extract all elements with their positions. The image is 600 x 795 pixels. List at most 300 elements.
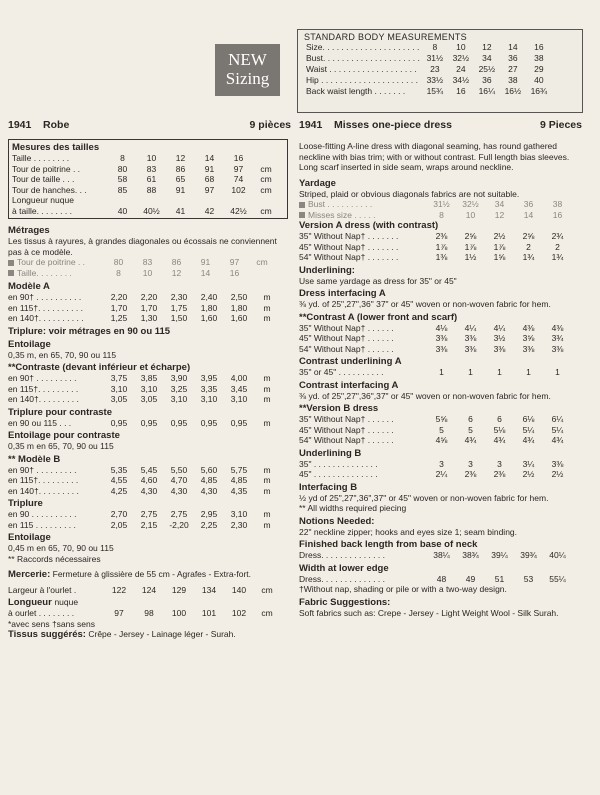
standard-row-value: 15¾: [426, 86, 444, 96]
row-value: 2,75: [140, 509, 158, 519]
badge-line-1: NEW: [228, 50, 267, 69]
row-label-cell: [8, 313, 104, 324]
row-unit: cm: [261, 584, 273, 595]
row-value: 2,70: [110, 509, 128, 519]
tissus-label: Tissus suggérés:: [8, 629, 86, 640]
row-value: 2,25: [200, 519, 218, 530]
tour-row: [8, 257, 291, 268]
row-value: 1⅜: [435, 252, 448, 262]
underlining-text: Use same yardage as dress for 35" or 45": [299, 275, 457, 286]
row-label: Taille . . . . . . . .: [12, 153, 70, 163]
entoilage-text: 0,35 m, en 65, 70, 90 ou 115: [8, 349, 117, 360]
row-value: 5,50: [170, 464, 188, 475]
value-row: [8, 394, 291, 405]
row-label: à taille. . . . . . . .: [12, 205, 72, 216]
row-value: 1: [555, 367, 560, 377]
row-value: 85: [117, 184, 128, 195]
row-value: 2: [555, 241, 560, 252]
row-label-cell: [8, 585, 104, 596]
row-value: 3⅜: [522, 343, 535, 354]
row-label-cell: [8, 520, 104, 531]
width-title: Width at lower edge: [299, 562, 389, 574]
row-value: 129: [171, 584, 187, 595]
left-header: [8, 119, 291, 131]
triplure-contraste-row: [8, 418, 291, 429]
fabric-text: Soft fabrics such as: Crepe - Jersey - Light Weight Wool - Silk Surah.: [299, 607, 559, 618]
row-unit: cm: [260, 174, 272, 184]
left-header-title: Robe: [43, 119, 70, 131]
row-value: 6: [468, 414, 473, 424]
row-label-cell: [8, 608, 104, 619]
row-value: 1⅞: [435, 241, 448, 252]
row-label-cell: [299, 210, 427, 221]
standard-row-value: 16: [534, 42, 544, 52]
raccords-note: ** Raccords nécessaires: [8, 553, 101, 564]
row-value: 3,10: [230, 509, 248, 519]
row-label: Dress. . . . . . . . . . . . . .: [299, 550, 385, 560]
contrast-interfacing-text: ⅜ yd. of 25",27",36",37" or 45" woven or non-woven fabric for hem.: [299, 390, 551, 401]
dress-interfacing-title: Dress interfacing A: [299, 288, 386, 299]
row-value: 2,05: [110, 519, 128, 530]
row-value: 39¾: [520, 550, 537, 560]
row-value: 2: [526, 241, 531, 252]
row-value: 12: [171, 267, 182, 278]
row-value: 0,95: [200, 417, 218, 428]
row-value: 2,75: [170, 509, 188, 519]
row-value: 3⅜: [464, 333, 477, 343]
row-value: -2,20: [169, 519, 189, 530]
row-label: 35" Without Nap† . . . . . . .: [299, 231, 399, 241]
value-row: [8, 585, 291, 596]
row-label-cell: [8, 475, 104, 486]
row-value: 2,30: [230, 519, 248, 530]
interfacing-b-title: Interfacing B: [299, 481, 358, 493]
row-value: 4,30: [170, 485, 188, 496]
mesures-rows: [12, 153, 284, 195]
longueur-row: [8, 608, 291, 619]
standard-row-value: 14: [508, 42, 518, 52]
longueur-title-text: Longueur: [8, 597, 52, 608]
bullet-square-icon: [8, 270, 14, 276]
row-label-cell: [8, 303, 104, 314]
row-value: 3⅜: [551, 458, 564, 469]
row-value: 0,95: [110, 417, 128, 428]
row-label: Tour de poitrine . .: [17, 257, 86, 267]
row-value: 97: [229, 257, 240, 267]
standard-row-value: 38: [508, 75, 518, 85]
row-value: 2⅝: [522, 231, 535, 241]
bullet-square-icon: [299, 212, 305, 218]
row-label: Tour de taille . . .: [12, 174, 75, 184]
row-value: 38¼: [433, 550, 450, 560]
tissus: [8, 629, 291, 641]
row-value: 39¼: [491, 550, 508, 560]
row-label-cell: [8, 486, 104, 497]
row-value: 1⅞: [493, 241, 506, 252]
entoilage-contraste-text: 0,35 m en 65, 70, 90 ou 115: [8, 441, 114, 451]
longueur-title: [8, 597, 291, 608]
value-row: [12, 164, 284, 175]
right-header-pieces: 9 Pieces: [539, 119, 582, 131]
row-value: 1,30: [140, 313, 158, 323]
row-value: 4,30: [140, 485, 158, 496]
row-value: 38: [552, 199, 563, 209]
entoilage-title: Entoilage: [8, 338, 51, 350]
mercerie-text: Fermeture à glissière de 55 cm - Agrafes - Extra-fort.: [52, 569, 252, 579]
row-value: 3⅜: [435, 333, 448, 343]
row-value: 2⅝: [464, 231, 477, 241]
value-row: [299, 469, 582, 480]
row-value: 4¼: [493, 322, 506, 333]
row-label-cell: [8, 257, 104, 268]
nuque-row: [12, 206, 284, 217]
modele-b-rows: [8, 465, 291, 497]
standard-row-value: 31½: [426, 53, 444, 63]
row-value: 36: [523, 199, 534, 209]
standard-row-label: Size. . . . . . . . . . . . . . . . . . . . .: [306, 42, 420, 52]
standard-row: [304, 42, 552, 53]
value-row: [8, 486, 291, 497]
standard-row-value: 38: [534, 53, 544, 63]
row-label: en 90 . . . . . . . . . .: [8, 509, 77, 519]
row-value: 3,10: [140, 383, 158, 394]
right-header-title: Misses one-piece dress: [334, 119, 452, 131]
standard-row-label: Back waist length . . . . . . .: [306, 86, 406, 96]
row-value: 2⅜: [435, 231, 448, 241]
row-label: Tour de hanches. . .: [12, 184, 87, 195]
row-value: 3,10: [200, 394, 218, 404]
row-value: 6¼: [551, 414, 564, 424]
row-unit: m: [263, 509, 271, 519]
value-row: [12, 185, 284, 196]
underlining-b-title: Underlining B: [299, 447, 362, 459]
row-value: 3: [468, 458, 473, 469]
row-unit: [253, 153, 279, 164]
row-label-cell: [8, 373, 104, 384]
contrast-underlining-title: Contrast underlining A: [299, 356, 402, 367]
row-value: 86: [171, 257, 182, 267]
row-label-cell: [299, 414, 427, 425]
row-label-cell: [8, 384, 104, 395]
row-label: 45" Without Nap† . . . . . . .: [299, 241, 399, 252]
row-value: 8: [116, 267, 121, 278]
row-value: 97: [233, 163, 244, 174]
row-value: 1,75: [170, 302, 188, 313]
row-value: 4,00: [230, 373, 248, 383]
row-value: 51: [494, 573, 505, 584]
value-row: [299, 323, 582, 334]
row-value: 83: [142, 257, 153, 267]
standard-row-value: 25½: [478, 64, 496, 74]
row-value: 10: [142, 267, 153, 278]
taille-row: [8, 268, 291, 279]
avec-sens-note: *avec sens †sans sens: [8, 618, 95, 629]
row-value: 140: [231, 584, 247, 595]
version-a-title: Version A dress (with contrast): [299, 220, 439, 231]
row-value: 5⅛: [493, 424, 506, 435]
row-label-cell: [299, 199, 427, 210]
row-unit: m: [263, 475, 271, 485]
mercerie: [8, 569, 291, 581]
row-value: 55¼: [549, 573, 566, 584]
row-label-cell: [8, 418, 104, 429]
row-unit: cm: [260, 163, 272, 174]
standard-row-value: 8: [432, 42, 438, 52]
value-row: [8, 303, 291, 314]
row-value: 2,20: [140, 292, 158, 302]
value-row: [8, 465, 291, 476]
row-value: 3,90: [170, 373, 188, 383]
row-value: 4⅜: [522, 322, 535, 333]
row-unit: m: [263, 394, 271, 404]
row-value: 65: [175, 174, 186, 184]
standard-row-value: 24: [456, 64, 466, 74]
longueur-sub: nuque: [54, 597, 79, 607]
row-value: 3⅜: [464, 343, 477, 354]
row-value: 3,05: [140, 394, 158, 404]
metrages-title: Métrages: [8, 225, 50, 236]
row-value: 102: [231, 184, 246, 195]
value-row: [299, 344, 582, 355]
row-value: 80: [117, 163, 128, 174]
row-value: 101: [201, 608, 217, 618]
standard-measurements-table: [304, 42, 552, 97]
row-unit: cm: [256, 257, 268, 267]
standard-row-value: 27: [508, 64, 518, 74]
modele-b-title: ** Modèle B: [8, 453, 61, 465]
row-value: 2¼: [435, 469, 448, 479]
underlining-title: Underlining:: [299, 264, 355, 276]
row-value: 3,95: [200, 373, 218, 383]
row-label-cell: [299, 459, 427, 470]
row-value: 16: [233, 153, 244, 163]
entoilage-contraste-title: Entoilage pour contraste: [8, 430, 120, 441]
contraste-rows: [8, 373, 291, 405]
row-value: 3,10: [110, 383, 128, 394]
standard-row-value: 12: [482, 42, 492, 52]
row-label: 35" Without Nap† . . . . . .: [299, 414, 394, 424]
value-row: [8, 257, 291, 268]
row-label-cell: [299, 550, 427, 561]
row-label: 45" Without Nap† . . . . . .: [299, 424, 394, 435]
row-value: 16: [552, 209, 563, 220]
row-value: 3⅜: [493, 343, 506, 354]
row-value: 1,50: [170, 313, 188, 323]
row-value: 2,30: [170, 292, 188, 302]
row-label-cell: [299, 435, 427, 446]
row-label: 45" Without Nap† . . . . . .: [299, 333, 394, 343]
row-value: 40½: [143, 205, 160, 216]
row-value: 49: [465, 573, 476, 584]
value-row: [299, 199, 582, 210]
standard-row-value: 36: [508, 53, 518, 63]
row-value: 34: [494, 199, 505, 209]
row-unit: m: [263, 464, 271, 475]
row-label: en 115†. . . . . . . . . .: [8, 302, 83, 313]
row-value: 4¼: [464, 322, 477, 333]
row-value: 12: [494, 209, 505, 220]
row-value: 88: [146, 184, 157, 195]
standard-row-value: 16: [456, 86, 466, 96]
row-value: 32½: [462, 199, 479, 209]
standard-row: [304, 53, 552, 64]
row-label: Bust . . . . . . . . . .: [308, 199, 373, 209]
row-value: 91: [200, 257, 211, 267]
standard-row-value: 33½: [426, 75, 444, 85]
bullet-square-icon: [8, 260, 14, 266]
row-value: 2,40: [200, 292, 218, 302]
row-label: Dress. . . . . . . . . . . . . .: [299, 573, 385, 584]
contraste-title: **Contraste (devant inférieur et écharpe): [8, 362, 191, 373]
row-unit: m: [263, 417, 271, 428]
row-value: 1,60: [230, 313, 248, 323]
notions-text: 22" neckline zipper; hooks and eyes size 1; seam binding.: [299, 526, 518, 537]
row-value: 53: [523, 573, 534, 584]
bust-row: [299, 199, 582, 210]
left-column: [8, 119, 291, 641]
row-value: 2,95: [200, 509, 218, 519]
row-value: 5¼: [551, 424, 564, 435]
value-row: [8, 384, 291, 395]
row-value: 3⅝: [522, 333, 535, 343]
mesures-box: [8, 139, 288, 219]
row-value: 1,70: [110, 302, 128, 313]
row-value: 1: [439, 367, 444, 377]
modele-a-rows: [8, 292, 291, 324]
row-value: 0,95: [170, 417, 188, 428]
contrast-a-title: **Contrast A (lower front and scarf): [299, 311, 458, 323]
row-value: 4¾: [551, 435, 564, 445]
value-row: [8, 418, 291, 429]
row-value: 14: [200, 267, 211, 278]
standard-row-value: 16½: [504, 86, 522, 96]
version-b-rows: [299, 414, 582, 446]
new-sizing-badge: [215, 44, 280, 96]
row-value: 2,20: [110, 292, 128, 302]
row-value: 41: [175, 205, 186, 216]
value-row: [299, 231, 582, 242]
row-value: 4,70: [170, 475, 188, 485]
standard-row: [304, 86, 552, 97]
row-value: 4⅜: [551, 322, 564, 333]
row-value: 3⅜: [435, 343, 448, 354]
row-value: 12: [175, 153, 186, 163]
row-value: 2½: [551, 469, 564, 479]
row-value: 8: [120, 153, 125, 163]
row-label-cell: [8, 509, 104, 520]
row-value: 3,05: [110, 394, 128, 404]
value-row: [8, 608, 291, 619]
value-row: [299, 425, 582, 436]
row-value: 4,35: [230, 485, 248, 496]
finished-row: [299, 550, 582, 561]
standard-row-value: 16¼: [478, 86, 496, 96]
standard-row-value: 40: [534, 75, 544, 85]
largeur-row: [8, 585, 291, 596]
standard-measurements-box: [297, 29, 583, 113]
row-unit: m: [263, 313, 271, 323]
contrast-underlining-row: [299, 367, 582, 378]
standard-row-value: 34: [482, 53, 492, 63]
entoilage-b-title: Entoilage: [8, 532, 51, 543]
width-row: [299, 574, 582, 585]
row-value: 1,80: [230, 302, 248, 313]
version-b-title: **Version B dress: [299, 403, 379, 414]
row-value: 124: [141, 584, 157, 595]
nap-note: †Without nap, shading or pile or with a two-way design.: [299, 584, 507, 594]
row-label: en 115†. . . . . . . . .: [8, 383, 79, 394]
row-value: 16: [229, 267, 240, 278]
row-value: 97: [204, 184, 215, 195]
row-value: 0,95: [230, 417, 248, 428]
row-label-cell: [299, 323, 427, 334]
row-label: 54" Without Nap† . . . . . . .: [299, 252, 399, 262]
triplure-contraste-title: Triplure pour contraste: [8, 406, 112, 418]
row-value: 48: [436, 573, 447, 584]
value-row: [299, 333, 582, 344]
row-value: 98: [144, 608, 154, 618]
row-label-cell: [299, 333, 427, 344]
row-label: Taille. . . . . . . .: [17, 267, 72, 278]
value-row: [299, 574, 582, 585]
row-value: 4,55: [110, 475, 128, 485]
row-value: 5⅝: [435, 414, 448, 424]
left-header-pieces: 9 pièces: [249, 119, 291, 131]
row-value: 3,85: [140, 373, 158, 383]
row-label: 45" . . . . . . . . . . . . . .: [299, 469, 378, 479]
row-value: 1¾: [522, 252, 535, 262]
row-label: en 140†. . . . . . . . . .: [8, 313, 84, 323]
interfacing-b-text: ½ yd of 25",27",36",37" or 45" woven or non-woven fabric for hem.: [299, 492, 549, 503]
row-label-cell: [299, 367, 427, 378]
row-value: 1: [526, 367, 531, 377]
row-value: 6: [497, 414, 502, 424]
row-label: en 115†. . . . . . . . .: [8, 475, 79, 485]
row-label: en 140†. . . . . . . . .: [8, 485, 79, 496]
row-value: 4,30: [200, 485, 218, 496]
row-value: 6⅛: [522, 414, 535, 424]
row-label-cell: [299, 344, 427, 355]
row-value: 5,35: [110, 464, 128, 475]
mercerie-label: Mercerie:: [8, 569, 51, 580]
row-value: 5,75: [230, 464, 248, 475]
row-value: 3,75: [110, 373, 128, 383]
tissus-text: Crêpe - Jersey - Lainage léger - Surah.: [88, 629, 236, 639]
description: Loose-fitting A-line dress with diagonal seaming, has round gathered neckline with bias trim; with or without contrast. Full length bias sleeves. Long scarf inserted in side seam, wraps around neckline.: [299, 141, 570, 172]
row-label-cell: [8, 268, 104, 279]
row-label: en 90† . . . . . . . . . .: [8, 292, 82, 302]
row-value: 3¾: [551, 333, 564, 343]
row-value: 68: [204, 174, 215, 184]
standard-row-value: 10: [456, 42, 466, 52]
right-column: [299, 119, 582, 618]
standard-row: [304, 75, 552, 86]
row-value: 42: [204, 205, 215, 216]
row-value: 91: [175, 184, 186, 195]
row-label-cell: [12, 153, 108, 164]
row-label-cell: [299, 425, 427, 436]
value-row: [8, 313, 291, 324]
row-value: 0,95: [140, 417, 158, 428]
row-value: 1¾: [551, 252, 564, 262]
row-value: 5: [468, 424, 473, 435]
row-unit: cm: [260, 184, 272, 195]
row-value: 4⅛: [435, 322, 448, 333]
standard-row-value: 23: [430, 64, 440, 74]
standard-row-value: 32½: [452, 53, 470, 63]
row-value: 122: [111, 584, 127, 595]
value-row: [299, 367, 582, 378]
